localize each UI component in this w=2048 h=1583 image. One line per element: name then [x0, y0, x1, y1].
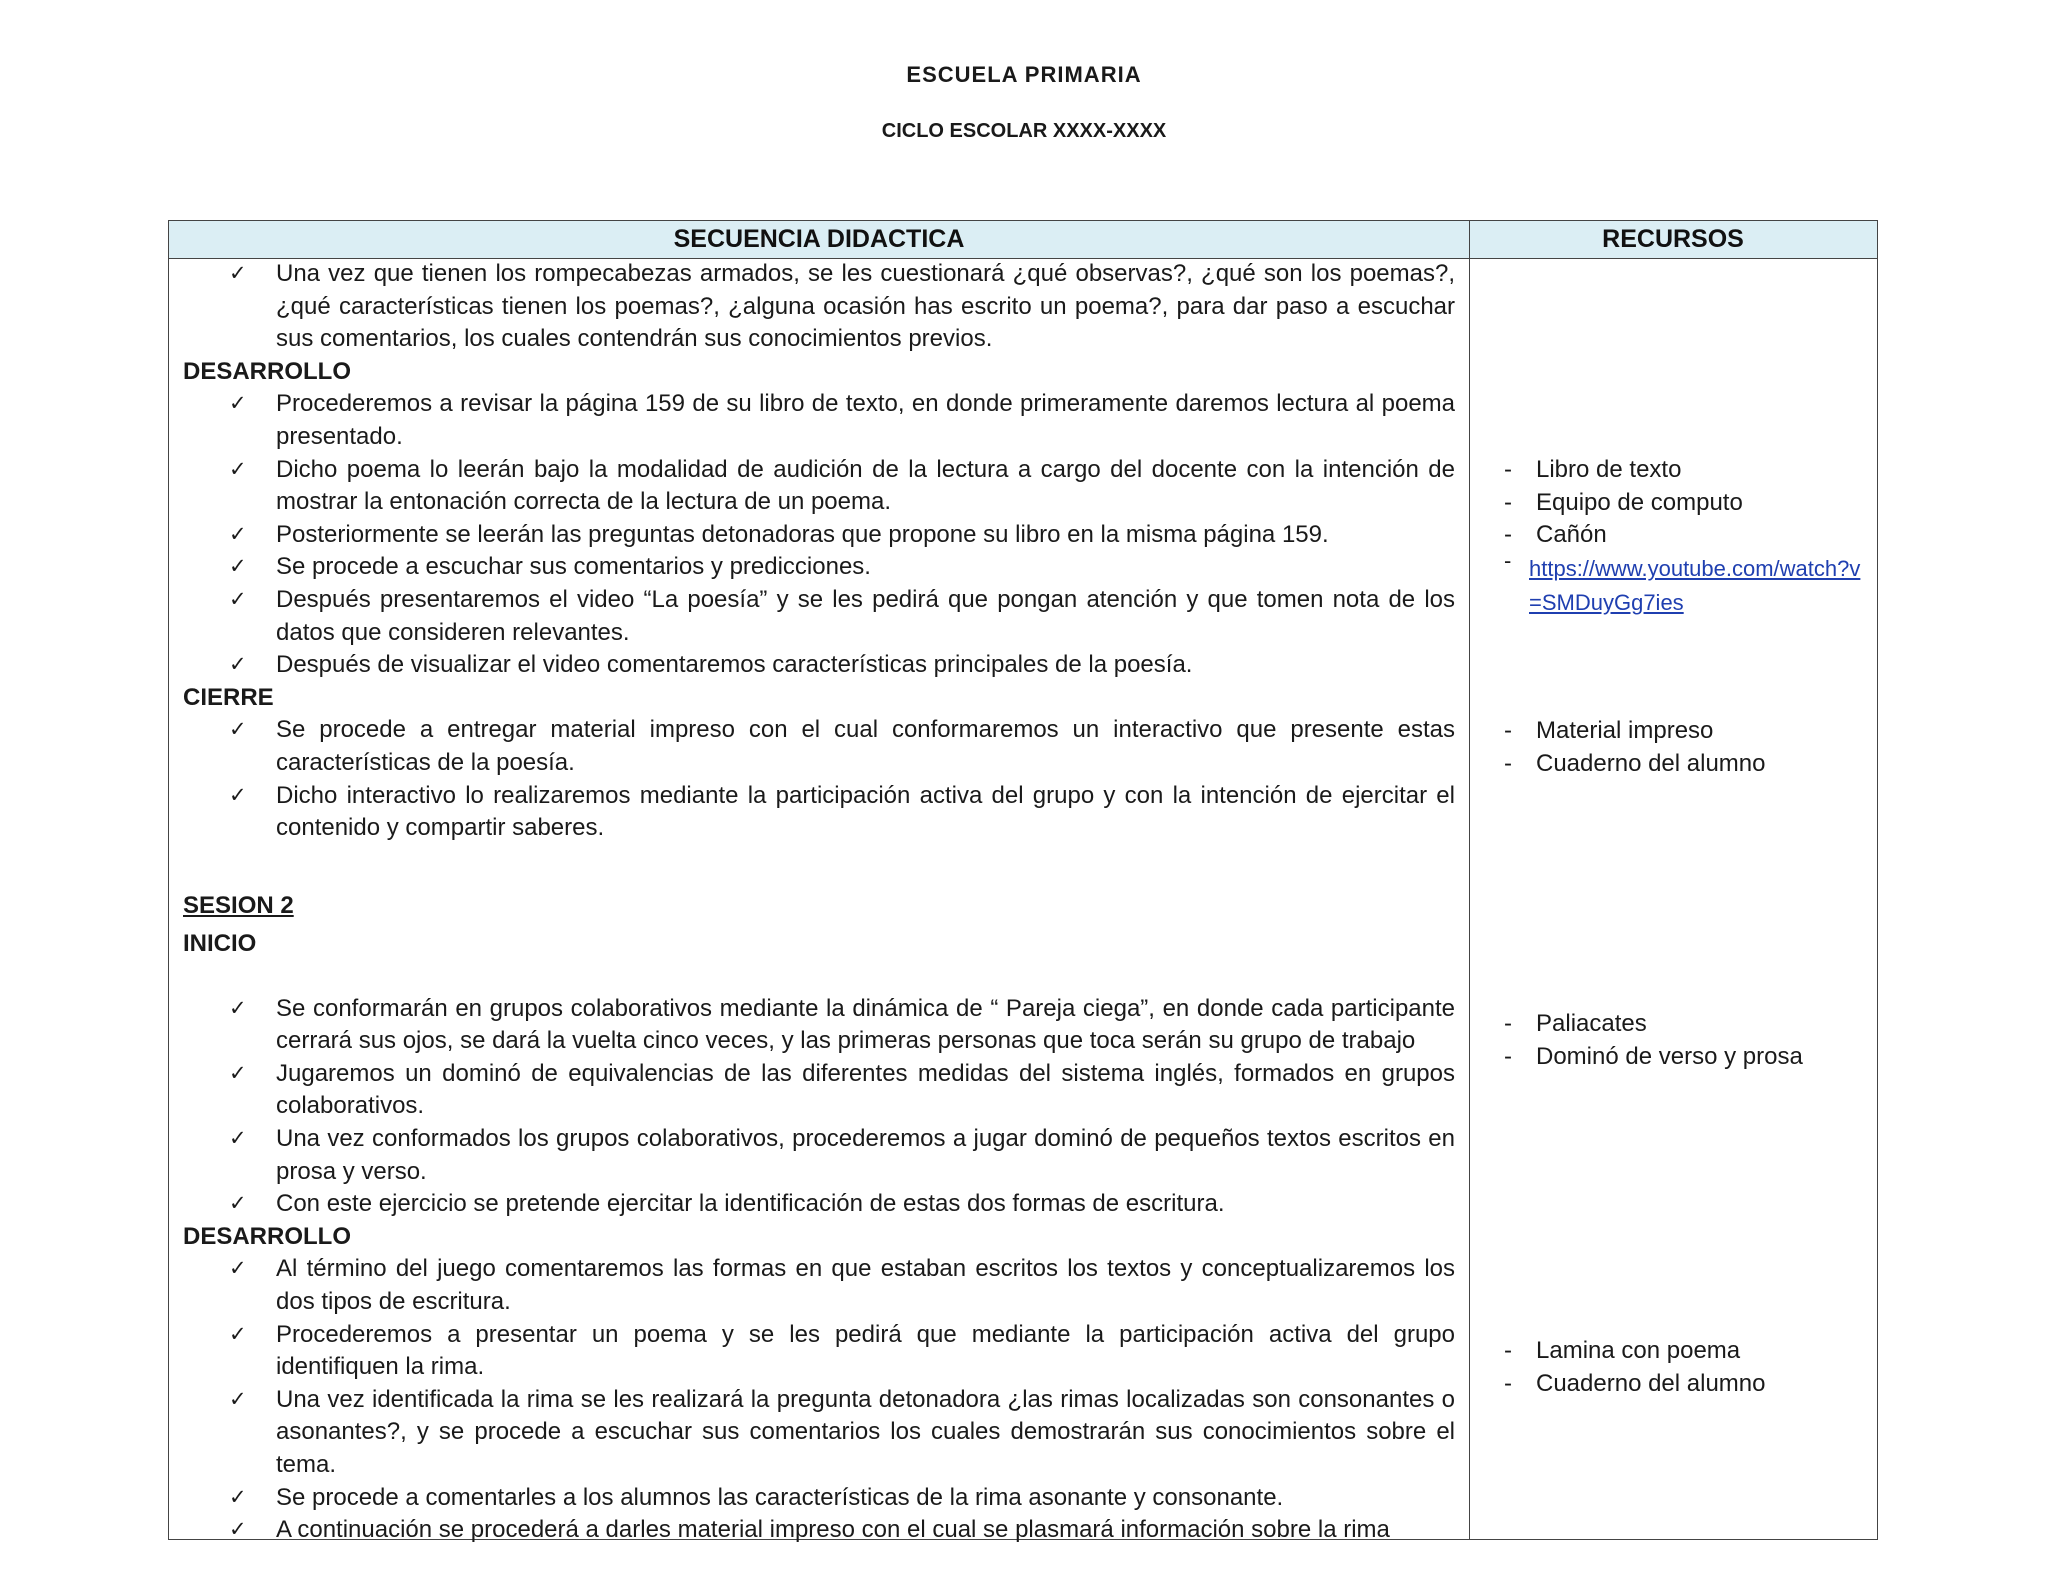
resource-text: Cuaderno del alumno [1536, 749, 1766, 777]
check-icon: ✓ [229, 1321, 247, 1346]
resources-group-2 [1479, 715, 1869, 780]
resource-item [1479, 487, 1869, 520]
check-icon: ✓ [229, 554, 247, 579]
video-link[interactable]: https://www.youtube.com/watch?v=SMDuyGg7ies [1529, 555, 1861, 615]
dash-bullet: - [1504, 1369, 1512, 1397]
heading-cierre: CIERRE [183, 683, 274, 711]
intro-list [183, 258, 1455, 356]
resource-item [1479, 1368, 1869, 1401]
list-item [183, 551, 1455, 584]
resource-item [1479, 547, 1869, 620]
check-icon: ✓ [229, 995, 247, 1020]
check-icon: ✓ [229, 1191, 247, 1216]
column-divider [1469, 221, 1470, 1539]
check-icon: ✓ [229, 261, 247, 285]
check-icon: ✓ [229, 1060, 247, 1085]
dash-bullet: - [1504, 547, 1512, 573]
list-item-text: Dicho interactivo lo realizaremos mediante la participación activa del grupo y con la intención de ejercitar el contenido y compartir saberes. [276, 781, 1455, 842]
list-item [183, 649, 1455, 682]
list-item [183, 1253, 1455, 1318]
resources-group-3 [1479, 1008, 1869, 1073]
list-item [183, 258, 1455, 356]
dash-bullet: - [1504, 717, 1512, 744]
desarrollo-list [183, 388, 1455, 681]
list-item-text: Una vez conformados los grupos colaborativos, procederemos a jugar dominó de pequeños textos escritos en prosa y verso. [276, 1125, 1455, 1185]
resource-text: Dominó de verso y prosa [1536, 1042, 1803, 1070]
dash-bullet: - [1504, 521, 1512, 549]
list-item-text: Con este ejercicio se pretende ejercitar la identificación de estas dos formas de escritura. [276, 1190, 1225, 1218]
school-cycle: CICLO ESCOLAR XXXX-XXXX [881, 120, 1167, 142]
list-item [183, 1384, 1455, 1482]
resource-text: Libro de texto [1536, 456, 1682, 483]
desarrollo-2-list [183, 1253, 1455, 1546]
resource-item [1479, 519, 1869, 552]
check-icon: ✓ [229, 652, 247, 677]
check-icon: ✓ [229, 1517, 247, 1542]
list-item-text: Se procede a comentarles a los alumnos las características de la rima asonante y consonante. [276, 1483, 1284, 1511]
table-header [169, 221, 1877, 259]
list-item [183, 1058, 1455, 1123]
resource-text: Cuaderno del alumno [1536, 1369, 1766, 1397]
dash-bullet: - [1504, 488, 1512, 516]
heading-desarrollo-2: DESARROLLO [183, 1222, 351, 1250]
list-item-text: Al término del juego comentaremos las formas en que estaban escritos los textos y conceptualizaremos los dos tipos de escritura. [276, 1255, 1455, 1316]
resource-item [1479, 715, 1869, 748]
check-icon: ✓ [229, 521, 247, 546]
inicio-list [183, 993, 1455, 1221]
resource-text: Equipo de computo [1536, 488, 1743, 516]
heading-desarrollo: DESARROLLO [183, 357, 351, 385]
resource-item [1479, 1041, 1869, 1074]
list-item [183, 519, 1455, 552]
check-icon: ✓ [229, 1484, 247, 1509]
list-item [183, 1123, 1455, 1188]
col-header-sequence: SECUENCIA DIDACTICA [673, 225, 965, 253]
resource-item [1479, 1008, 1869, 1041]
school-title: ESCUELA PRIMARIA [906, 62, 1142, 87]
list-item-text: Dicho poema lo leerán bajo la modalidad de audición de la lectura a cargo del docente con la intención de mostrar la entonación correcta de la lectura de un poema. [276, 455, 1455, 516]
check-icon: ✓ [229, 456, 247, 481]
list-item-text: Después presentaremos el video “La poesía” y se les pedirá que pongan atención y que tomen nota de los datos que consideren relevantes. [276, 585, 1455, 646]
resources-group-1 [1479, 454, 1869, 620]
dash-bullet: - [1504, 749, 1512, 777]
list-item-text: Después de visualizar el video comentaremos características principales de la poesía. [276, 651, 1193, 679]
sequence-column [183, 258, 1455, 1547]
resource-item [1479, 454, 1869, 487]
col-header-resources: RECURSOS [1602, 225, 1744, 253]
list-item [183, 714, 1455, 779]
list-item-text: Posteriormente se leerán las preguntas detonadoras que propone su libro en la misma página 159. [276, 520, 1329, 548]
dash-bullet: - [1504, 1010, 1512, 1037]
check-icon: ✓ [229, 717, 247, 742]
cierre-list [183, 714, 1455, 844]
check-icon: ✓ [229, 391, 247, 416]
resource-text: Lamina con poema [1536, 1337, 1741, 1364]
list-item [183, 1482, 1455, 1515]
dash-bullet: - [1504, 456, 1512, 483]
resources-group-4 [1479, 1335, 1869, 1400]
check-icon: ✓ [229, 1126, 247, 1151]
check-icon: ✓ [229, 782, 247, 807]
resource-text: Paliacates [1536, 1010, 1647, 1037]
dash-bullet: - [1504, 1042, 1512, 1070]
check-icon: ✓ [229, 1256, 247, 1281]
list-item-text: Una vez que tienen los rompecabezas armados, se les cuestionará ¿qué observas?, ¿qué son los poemas?, ¿qué características tienen los poemas?, ¿alguna ocasión has escrito un poema?, para dar paso a escuchar sus comentarios, los cuales contendrán sus conocimientos previos. [276, 260, 1455, 353]
resource-text: Cañón [1536, 521, 1607, 549]
check-icon: ✓ [229, 586, 247, 611]
list-item-text: Procederemos a revisar la página 159 de su libro de texto, en donde primeramente daremos lectura al poema presentado. [276, 390, 1455, 450]
list-item [183, 454, 1455, 519]
lesson-table [168, 220, 1878, 1544]
list-item-text: A continuación se procederá a darles material impreso con el cual se plasmará información sobre la rima [276, 1516, 1390, 1544]
heading-inicio: INICIO [183, 929, 257, 957]
list-item-text: Jugaremos un dominó de equivalencias de las diferentes medidas del sistema inglés, formados en grupos colaborativos. [276, 1059, 1455, 1120]
list-item [183, 1514, 1455, 1547]
list-item-text: Una vez identificada la rima se les realizará la pregunta detonadora ¿las rimas localizadas son consonantes o asonantes?, y se procede a escuchar sus comentarios los cuales demostrarán sus conocimientos sobre el tema. [276, 1385, 1455, 1478]
list-item-text: Procederemos a presentar un poema y se les pedirá que mediante la participación activa del grupo identifiquen la rima. [276, 1320, 1455, 1381]
resource-text: Material impreso [1536, 717, 1714, 744]
resource-item [1479, 1335, 1869, 1368]
list-item-text: Se procede a entregar material impreso con el cual conformaremos un interactivo que presente estas características de la poesía. [276, 716, 1455, 776]
dash-bullet: - [1504, 1337, 1512, 1364]
list-item [183, 993, 1455, 1058]
resource-item [1479, 748, 1869, 781]
list-item [183, 388, 1455, 453]
list-item [183, 1188, 1455, 1221]
heading-session-2: SESION 2 [183, 891, 294, 919]
list-item [183, 584, 1455, 649]
list-item [183, 1319, 1455, 1384]
list-item-text: Se procede a escuchar sus comentarios y predicciones. [276, 553, 871, 581]
check-icon: ✓ [229, 1386, 247, 1411]
list-item-text: Se conformarán en grupos colaborativos mediante la dinámica de “ Pareja ciega”, en donde cada participante cerrará sus ojos, se dará la vuelta cinco veces, y las primeras personas que toca serán su grupo de trabajo [276, 994, 1455, 1055]
list-item [183, 780, 1455, 845]
